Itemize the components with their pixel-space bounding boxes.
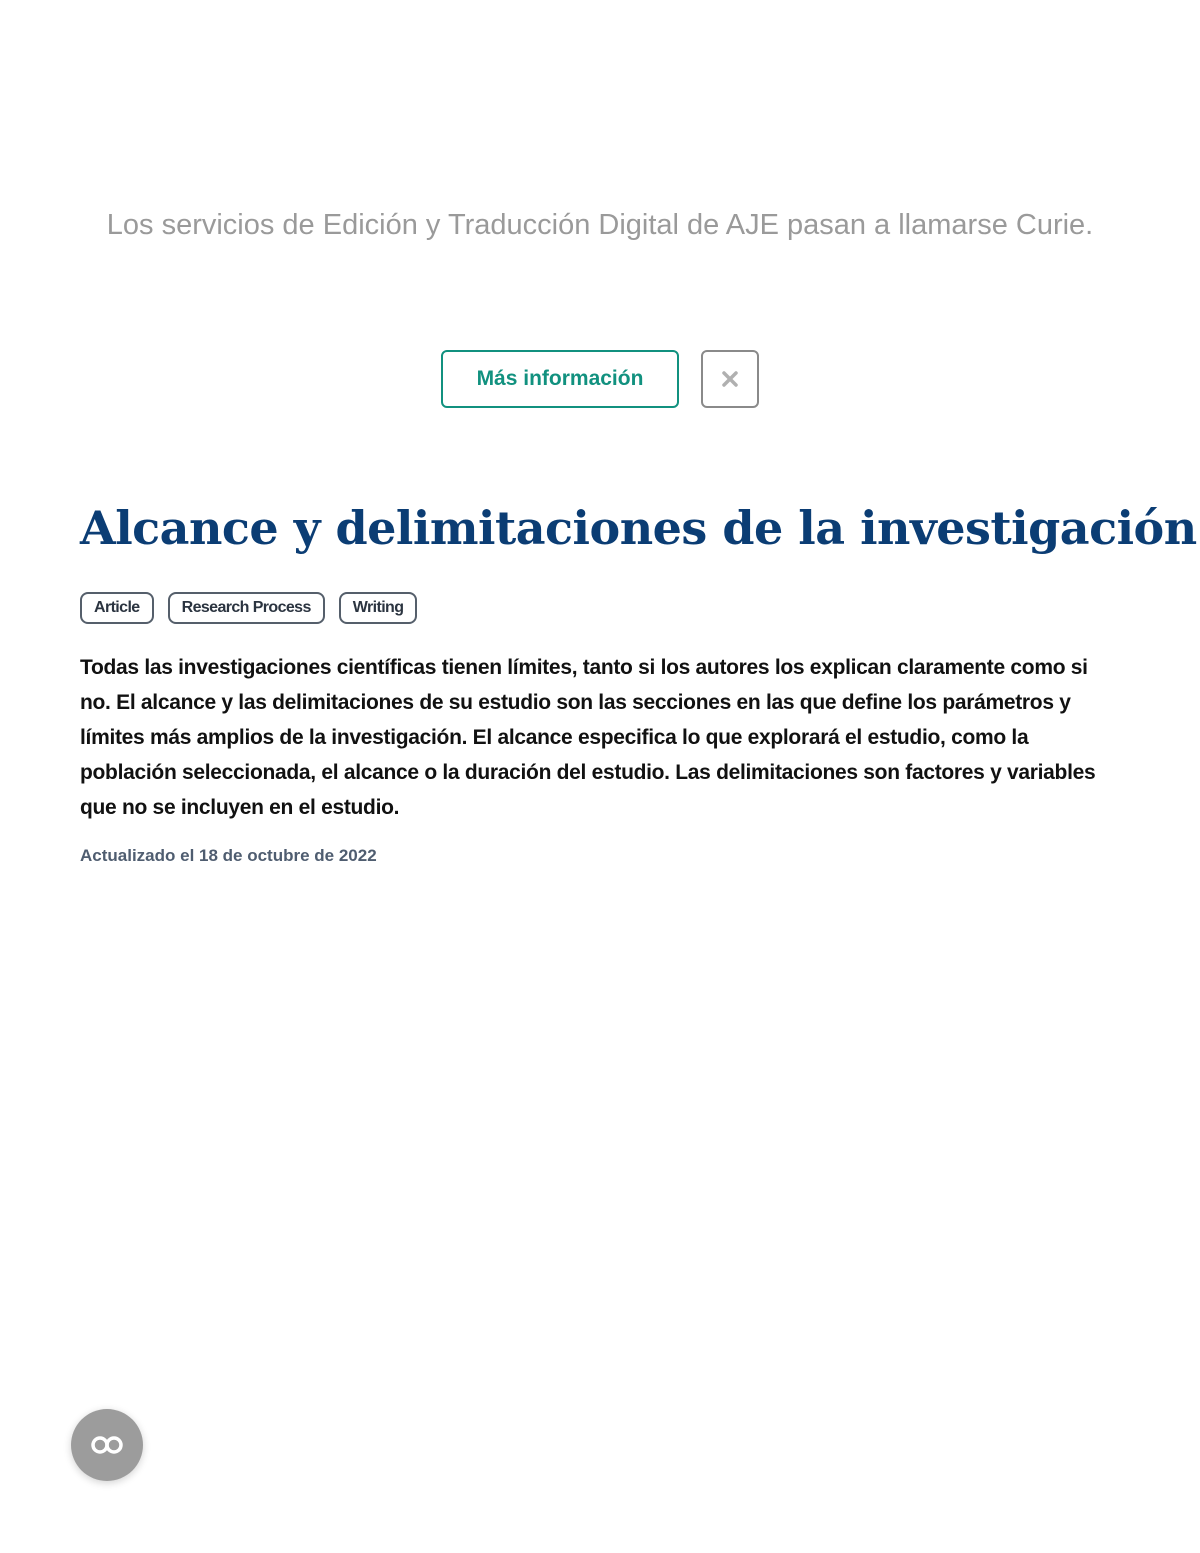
- close-banner-button[interactable]: [701, 350, 759, 408]
- page-title: Alcance y delimitaciones de la investigación: [80, 501, 1197, 555]
- rebrand-banner-message: Los servicios de Edición y Traducción Digital de AJE pasan a llamarse Curie.: [106, 209, 1094, 241]
- captions-button[interactable]: [71, 1409, 143, 1481]
- tag-list: [80, 592, 417, 624]
- tag-writing[interactable]: Writing: [339, 592, 418, 624]
- close-icon: [721, 370, 739, 388]
- tag-research-process[interactable]: Research Process: [168, 592, 325, 624]
- more-info-button[interactable]: Más información: [441, 350, 679, 408]
- banner-actions: [0, 350, 1200, 408]
- closed-captions-icon: [88, 1434, 126, 1456]
- updated-date: Actualizado el 18 de octubre de 2022: [80, 846, 377, 865]
- tag-article[interactable]: Article: [80, 592, 154, 624]
- article-summary: Todas las investigaciones científicas tienen límites, tanto si los autores los explican claramente como si no. El alcance y las delimitaciones de su estudio son las secciones en las que define los parámetros y límites más amplios de la investigación. El alcance especifica lo que explorará el estudio, como la población seleccionada, el alcance o la duración del estudio. Las delimitaciones son factores y variables que no se incluyen en el estudio.: [80, 656, 1096, 819]
